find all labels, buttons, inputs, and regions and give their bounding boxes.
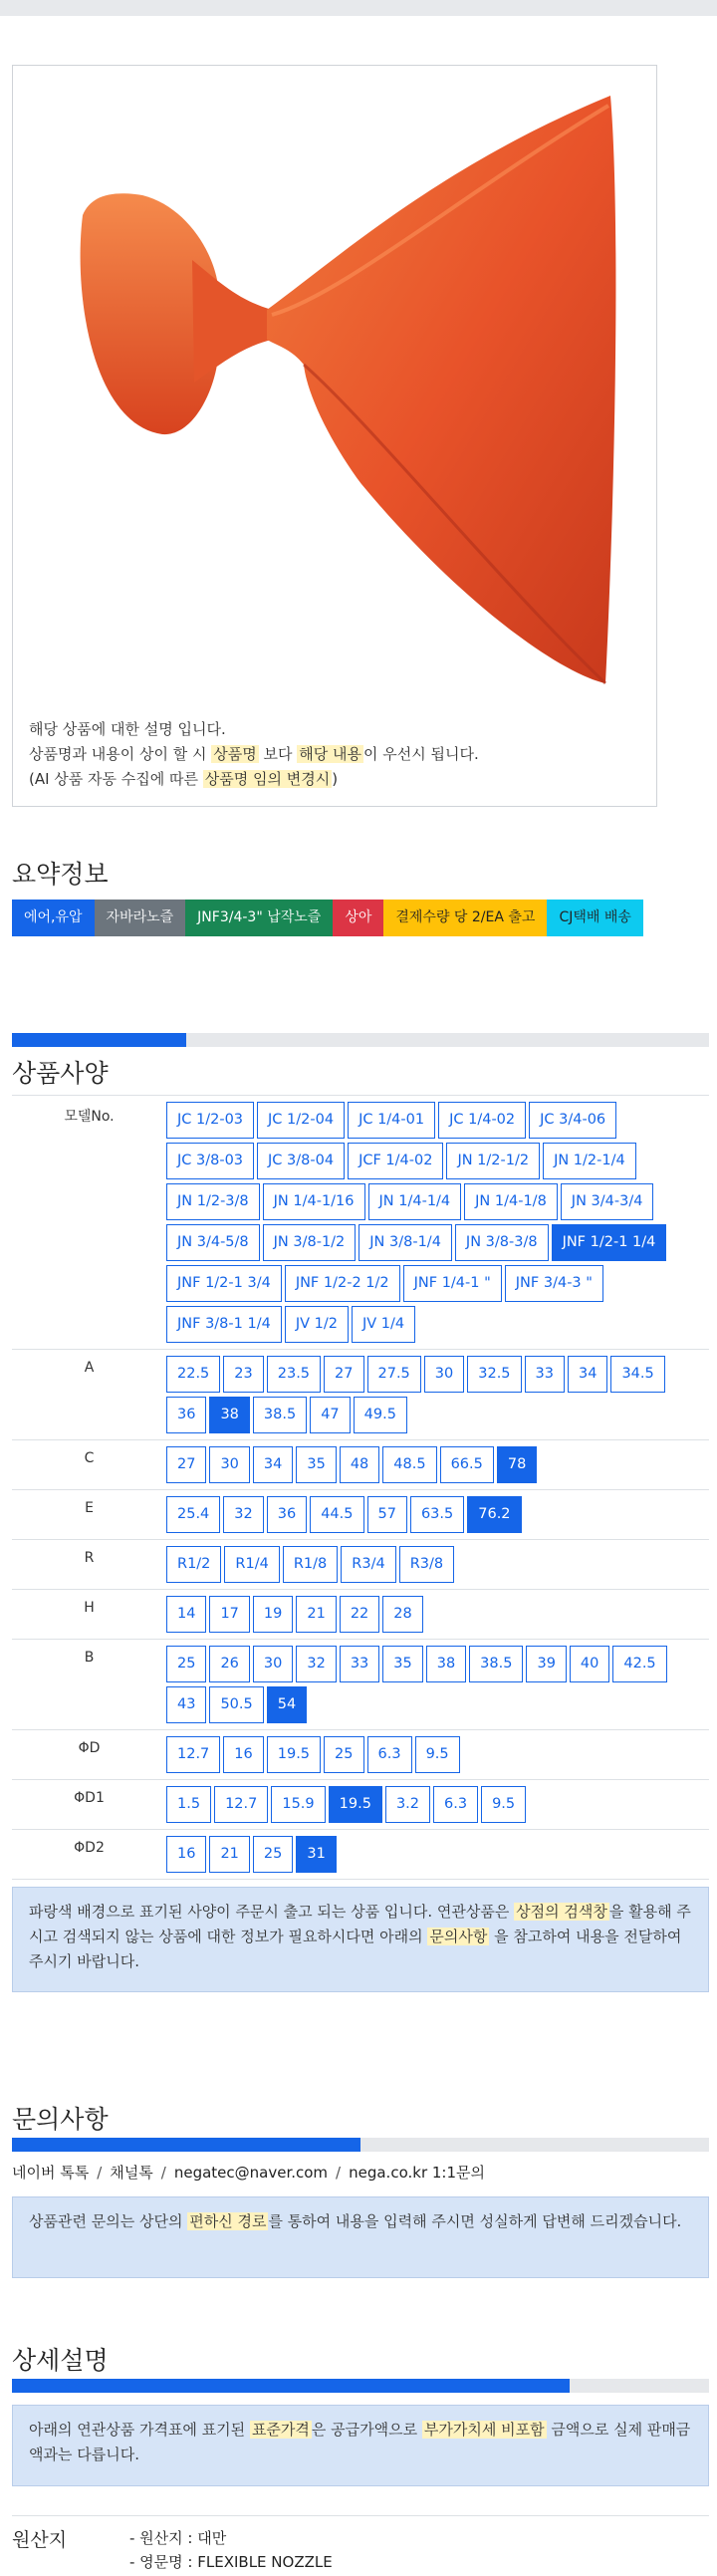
spec-row (12, 1490, 709, 1540)
spec-option[interactable]: 16 (223, 1736, 263, 1773)
spec-option[interactable]: 12.7 (214, 1786, 268, 1823)
highlight-text: 문의사항 (429, 1928, 488, 1945)
origin-divider (12, 2515, 709, 2516)
spec-option[interactable]: 19.5 (267, 1736, 321, 1773)
inquiry-channels (12, 2162, 485, 2183)
spec-label: H (84, 1600, 95, 1616)
spec-option[interactable]: 32 (296, 1646, 336, 1682)
separator: / (160, 2164, 166, 2182)
spec-option[interactable]: 23.5 (267, 1356, 321, 1393)
spec-option[interactable]: 36 (267, 1496, 307, 1533)
spec-label: ΦD (78, 1740, 101, 1756)
inquiry-note: 상품관련 문의는 상단의 편하신 경로 를 통하여 내용을 입력해 주시면 성실하게 답변해 드리겠습니다. (12, 2196, 709, 2278)
spec-option[interactable]: JNF 3/4-3 " (505, 1265, 603, 1302)
spec-option[interactable]: 42.5 (612, 1646, 666, 1682)
spec-row (12, 1350, 709, 1440)
spec-option[interactable]: 33 (340, 1646, 379, 1682)
spec-row (12, 1640, 709, 1730)
spec-option[interactable]: 33 (525, 1356, 565, 1393)
spec-option[interactable]: 6.3 (367, 1736, 412, 1773)
spec-option[interactable]: 30 (209, 1446, 249, 1483)
spec-option[interactable]: JN 1/4-1/16 (263, 1183, 365, 1220)
spec-option[interactable]: 32 (223, 1496, 263, 1533)
spec-option[interactable]: 28 (382, 1596, 422, 1633)
spec-option[interactable]: 63.5 (410, 1496, 464, 1533)
spec-option[interactable]: JNF 3/8-1 1/4 (166, 1306, 282, 1343)
top-gray-bar (0, 0, 717, 16)
spec-option-selected[interactable]: 19.5 (329, 1786, 382, 1823)
highlight-text: 상품명 임의 변경시 (204, 770, 331, 788)
spec-option[interactable]: JC 1/2-03 (166, 1102, 254, 1139)
spec-row (12, 1096, 709, 1350)
separator: / (97, 2164, 103, 2182)
spec-options (166, 1096, 709, 1349)
summary-tag: 상아 (333, 900, 383, 936)
spec-option[interactable]: R3/8 (399, 1546, 454, 1583)
spec-row (12, 1540, 709, 1590)
spec-option-selected[interactable]: 54 (267, 1686, 307, 1723)
contact-channel[interactable]: 네이버 톡톡 (12, 2164, 90, 2182)
spec-option[interactable]: JNF 1/2-2 1/2 (285, 1265, 400, 1302)
highlight-text: 상점의 검색창 (516, 1903, 607, 1921)
separator: / (336, 2164, 342, 2182)
spec-option[interactable]: JN 1/4-1/8 (464, 1183, 558, 1220)
spec-option[interactable]: 44.5 (310, 1496, 363, 1533)
spec-option[interactable]: 17 (209, 1596, 249, 1633)
spec-option[interactable]: JNF 1/2-1 3/4 (166, 1265, 282, 1302)
spec-row (12, 1780, 709, 1830)
spec-option[interactable]: 21 (296, 1596, 336, 1633)
spec-option[interactable]: 27 (324, 1356, 363, 1393)
spec-option[interactable]: 38 (426, 1646, 466, 1682)
product-photo (43, 66, 630, 703)
spec-option[interactable]: JV 1/4 (352, 1306, 415, 1343)
spec-label: B (84, 1650, 95, 1666)
detail-title: 상세설명 (12, 2346, 109, 2375)
spec-progress-bar (12, 1033, 709, 1047)
summary-tag: JNF3/4-3" 납작노즐 (185, 900, 333, 936)
origin-line: - 원산지 : 대만 (129, 2529, 227, 2547)
spec-option[interactable]: 3.2 (385, 1786, 430, 1823)
spec-row (12, 1830, 709, 1880)
spec-option-selected[interactable]: JNF 1/2-1 1/4 (552, 1224, 667, 1261)
summary-tag: CJ택배 배송 (547, 900, 642, 936)
spec-row (12, 1590, 709, 1640)
highlight-text: 상품명 (213, 745, 257, 763)
spec-option[interactable]: 25 (253, 1836, 293, 1873)
highlight-text: 해당 내용 (299, 745, 361, 763)
spec-label: 모델No. (64, 1109, 115, 1125)
spec-option[interactable]: JN 3/8-1/4 (358, 1224, 452, 1261)
spec-option[interactable]: 43 (166, 1686, 206, 1723)
spec-option[interactable]: JN 1/2-1/4 (543, 1143, 636, 1179)
spec-option[interactable]: 38.5 (253, 1397, 307, 1433)
contact-channel[interactable]: 채널톡 (110, 2164, 153, 2182)
spec-option-selected[interactable]: 78 (497, 1446, 537, 1483)
product-image-card (12, 65, 657, 807)
spec-title: 상품사양 (12, 1059, 109, 1088)
product-image-note (29, 717, 479, 792)
spec-option[interactable]: 34.5 (610, 1356, 664, 1393)
spec-label: R (84, 1550, 95, 1566)
spec-options (166, 1640, 709, 1729)
spec-label: ΦD2 (74, 1840, 105, 1856)
spec-option[interactable]: JC 1/4-02 (438, 1102, 526, 1139)
spec-option[interactable]: JC 1/4-01 (348, 1102, 435, 1139)
summary-tag: 결제수량 당 2/EA 출고 (383, 900, 547, 936)
spec-option[interactable]: 47 (310, 1397, 350, 1433)
note-line: (AI 상품 자동 수집에 따른 상품명 임의 변경시 ) (29, 770, 339, 788)
spec-label: C (84, 1450, 95, 1466)
spec-option[interactable]: 22.5 (166, 1356, 220, 1393)
detail-note: 아래의 연관상품 가격표에 표기된 표준가격 은 공급가액으로 부가가치세 비포함 금액으로 실제 판매금액과는 다릅니다. (12, 2405, 709, 2486)
spec-option[interactable]: JNF 1/4-1 " (403, 1265, 502, 1302)
summary-title: 요약정보 (12, 860, 109, 889)
note-line: 해당 상품에 대한 설명 입니다. (29, 720, 226, 738)
spec-label: A (84, 1360, 95, 1376)
spec-option[interactable]: 27.5 (367, 1356, 421, 1393)
spec-option[interactable]: 16 (166, 1836, 206, 1873)
highlight-text: 편하신 경로 (189, 2212, 267, 2230)
origin-label: 원산지 (12, 2529, 68, 2551)
origin-line: - 영문명 : FLEXIBLE NOZZLE (129, 2553, 333, 2571)
spec-option[interactable]: 40 (570, 1646, 609, 1682)
spec-option[interactable]: JC 3/8-03 (166, 1143, 254, 1179)
spec-option[interactable]: 15.9 (271, 1786, 325, 1823)
spec-option-selected[interactable]: 31 (296, 1836, 336, 1873)
spec-option[interactable]: JN 1/2-1/2 (446, 1143, 540, 1179)
spec-option[interactable]: JN 1/2-3/8 (166, 1183, 260, 1220)
summary-tag: 에어,유압 (12, 900, 95, 936)
spec-option[interactable]: 23 (223, 1356, 263, 1393)
spec-option[interactable]: 39 (526, 1646, 566, 1682)
spec-option-selected[interactable]: 38 (209, 1397, 249, 1433)
spec-option[interactable]: 49.5 (354, 1397, 407, 1433)
origin-values (129, 2526, 333, 2574)
spec-options (166, 1490, 709, 1539)
spec-options (166, 1830, 709, 1879)
spec-option[interactable]: 30 (424, 1356, 464, 1393)
spec-option[interactable]: 35 (382, 1646, 422, 1682)
spec-option[interactable]: R1/8 (283, 1546, 338, 1583)
detail-progress-bar (12, 2379, 709, 2393)
highlight-text: 부가가치세 비포함 (423, 2421, 545, 2439)
spec-option[interactable]: 1.5 (166, 1786, 211, 1823)
summary-tags (12, 900, 709, 936)
spec-option[interactable]: 34 (253, 1446, 293, 1483)
spec-options (166, 1730, 709, 1779)
inquiry-title: 문의사항 (12, 2105, 109, 2134)
spec-option[interactable]: 36 (166, 1397, 206, 1433)
spec-option[interactable]: 6.3 (433, 1786, 478, 1823)
spec-option[interactable]: JC 3/8-04 (257, 1143, 345, 1179)
spec-options (166, 1440, 709, 1489)
spec-option[interactable]: 27 (166, 1446, 206, 1483)
spec-option[interactable]: 19 (253, 1596, 293, 1633)
spec-option[interactable]: 30 (253, 1646, 293, 1682)
spec-option[interactable]: JV 1/2 (285, 1306, 349, 1343)
spec-option[interactable]: R1/2 (166, 1546, 221, 1583)
spec-options (166, 1540, 709, 1589)
spec-option[interactable]: R1/4 (224, 1546, 279, 1583)
spec-row (12, 1730, 709, 1780)
spec-option[interactable]: 9.5 (415, 1736, 460, 1773)
spec-option[interactable]: 38.5 (469, 1646, 523, 1682)
spec-option[interactable]: 25.4 (166, 1496, 220, 1533)
spec-option[interactable]: JN 3/8-1/2 (263, 1224, 357, 1261)
spec-table (12, 1095, 709, 1880)
spec-options (166, 1350, 709, 1439)
spec-option[interactable]: 14 (166, 1596, 206, 1633)
spec-option[interactable]: R3/4 (341, 1546, 395, 1583)
spec-label: ΦD1 (74, 1790, 105, 1806)
summary-tag: 자바라노즐 (95, 900, 186, 936)
spec-option[interactable]: 34 (568, 1356, 607, 1393)
spec-options (166, 1780, 709, 1829)
spec-option[interactable]: 32.5 (467, 1356, 521, 1393)
spec-option[interactable]: JC 1/2-04 (257, 1102, 345, 1139)
spec-option[interactable]: JCF 1/4-02 (348, 1143, 443, 1179)
spec-option[interactable]: 48.5 (382, 1446, 436, 1483)
contact-channel[interactable]: negatec@naver.com (173, 2164, 329, 2182)
inquiry-progress-bar (12, 2138, 709, 2152)
highlight-text: 표준가격 (251, 2421, 310, 2439)
spec-row (12, 1440, 709, 1490)
spec-option[interactable]: JN 1/4-1/4 (368, 1183, 462, 1220)
note-line: 상품명과 내용이 상이 할 시 상품명 보다 해당 내용 이 우선시 됩니다. (29, 745, 479, 763)
spec-note: 파랑색 배경으로 표기된 사양이 주문시 출고 되는 상품 입니다. 연관상품은 상점의 검색창 을 활용해 주시고 검색되지 않는 상품에 대한 정보가 필요하시다면 아래의 문의사항 을 참고하여 내용을 전달하여 주시기 바랍니다. (12, 1887, 709, 1992)
spec-option[interactable]: 12.7 (166, 1736, 220, 1773)
spec-option[interactable]: 35 (296, 1446, 336, 1483)
spec-option[interactable]: JN 3/4-5/8 (166, 1224, 260, 1261)
spec-options (166, 1590, 709, 1639)
spec-label: E (85, 1500, 94, 1516)
spec-option[interactable]: 9.5 (481, 1786, 526, 1823)
spec-option-selected[interactable]: 76.2 (467, 1496, 521, 1533)
spec-option[interactable]: JN 3/8-3/8 (455, 1224, 549, 1261)
spec-option[interactable]: 57 (367, 1496, 407, 1533)
spec-option[interactable]: 25 (324, 1736, 363, 1773)
contact-channel[interactable]: nega.co.kr 1:1문의 (349, 2164, 485, 2182)
spec-option[interactable]: JC 3/4-06 (529, 1102, 616, 1139)
spec-option[interactable]: 26 (209, 1646, 249, 1682)
spec-option[interactable]: 25 (166, 1646, 206, 1682)
spec-option[interactable]: JN 3/4-3/4 (561, 1183, 654, 1220)
spec-option[interactable]: 48 (340, 1446, 379, 1483)
spec-option[interactable]: 22 (340, 1596, 379, 1633)
spec-option[interactable]: 50.5 (209, 1686, 263, 1723)
spec-option[interactable]: 66.5 (440, 1446, 494, 1483)
spec-option[interactable]: 21 (209, 1836, 249, 1873)
